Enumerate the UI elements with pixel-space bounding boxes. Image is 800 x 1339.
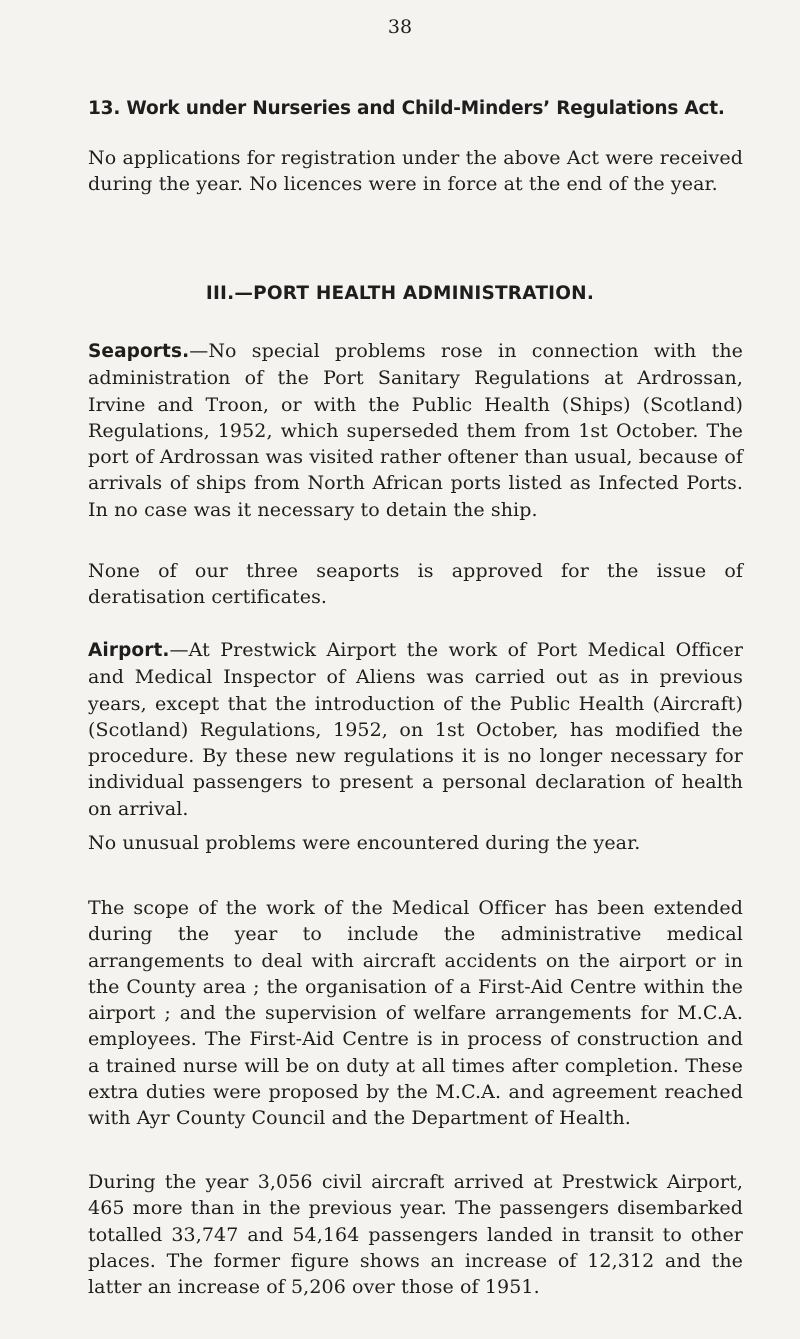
seaports-paragraph-2: None of our three seaports is approved for the issue of deratisation certificates. [88,560,743,609]
seaports-text: —No special problems rose in connection with the administration of the Port Sanitary Regulations at Ardrossan, Irvine and Troon, or with the Public Health (Ships) (Scotland) Regulations, 1952, which superseded them from 1st October. The port of Ardrossan was visited rather oftener than usual, because of arrivals of ships from North African ports listed as Infected Ports. In no case was it necessary to detain the ship. [88,340,743,521]
section-13-heading: 13. Work under Nurseries and Child-Minders’ Regulations Act. [88,98,725,119]
part-3-heading: III.—PORT HEALTH ADMINISTRATION. [205,283,595,304]
airport-run-in-heading: Airport. [88,640,170,661]
airport-text: —At Prestwick Airport the work of Port Medical Officer and Medical Inspector of Aliens was carried out as in previous years, except that the introduction of the Public Health (Aircraft) (Scotland) Regulations, 1952, on 1st October, has modified the procedure. By these new regulations it is no longer necessary for individual passengers to present a personal declaration of health on arrival. [88,639,743,820]
airport-paragraph [88,637,743,822]
seaports-paragraph [88,338,743,523]
airport-paragraph-4: During the year 3,056 civil aircraft arrived at Prestwick Airport, 465 more than in the previous year. The passengers disembarked totalled 33,747 and 54,164 passengers landed in transit to other places. The former figure shows an increase of 12,312 and the latter an increase of 5,206 over those of 1951. [88,1171,743,1299]
page-number: 38 [387,16,413,38]
seaports-run-in-heading: Seaports. [88,341,190,362]
airport-paragraph-3: The scope of the work of the Medical Officer has been extended during the year to include the administrative medical arrangements to deal with aircraft accidents on the airport or in the County area ; the organisation of a First-Aid Centre within the airport ; and the supervision of welfare arrangements for M.C.A. employees. The First-Aid Centre is in process of construction and a trained nurse will be on duty at all times after completion. These extra duties were proposed by the M.C.A. and agreement reached with Ayr County Council and the Department of Health. [88,897,743,1130]
section-13-paragraph: No applications for registration under the above Act were received during the year. No licences were in force at the end of the year. [88,147,743,196]
airport-paragraph-2: No unusual problems were encountered during the year. [88,832,641,854]
